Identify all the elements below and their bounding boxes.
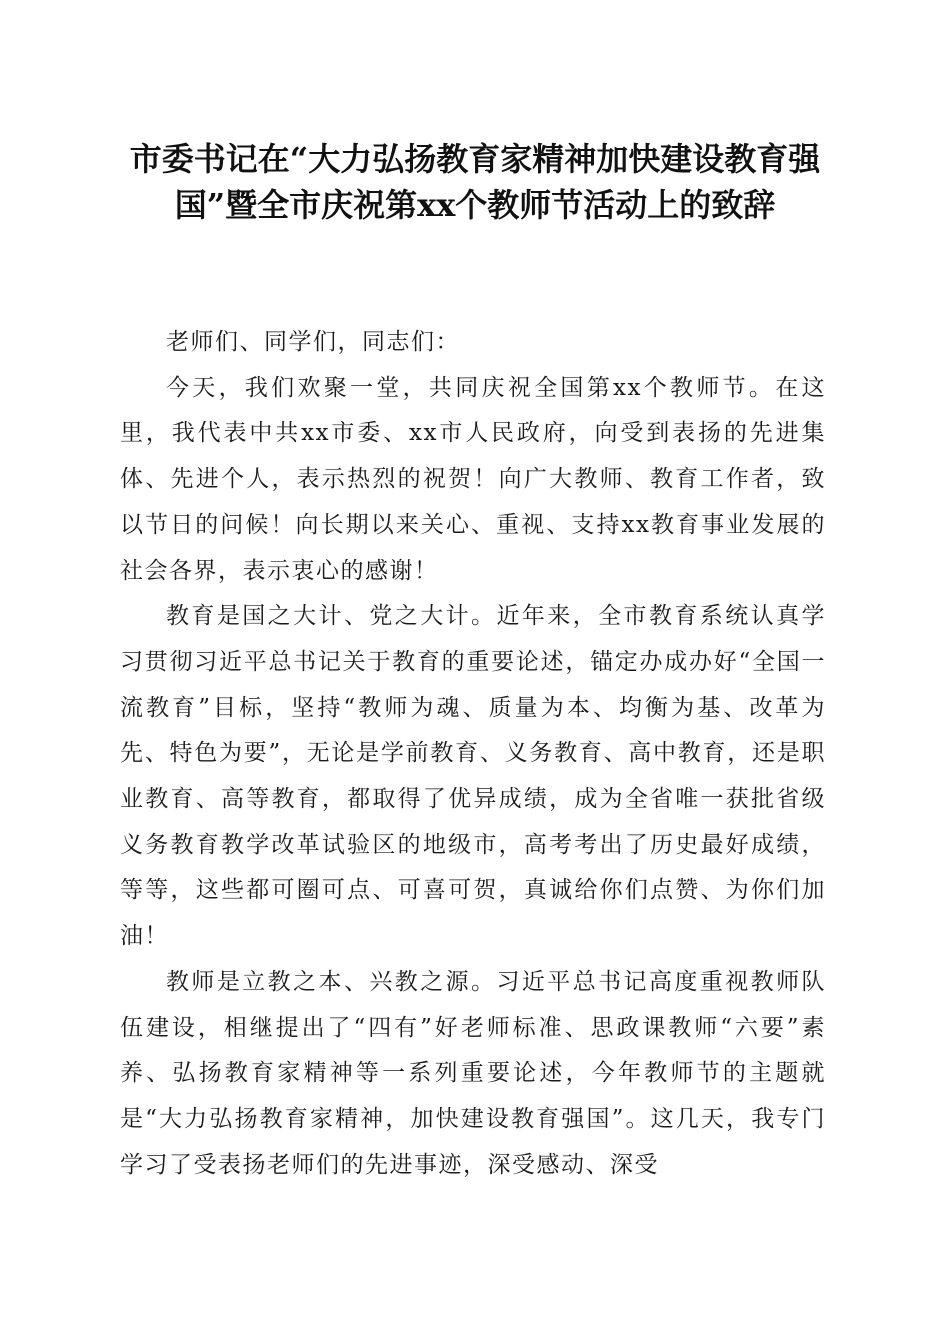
document-title: 市委书记在“大力弘扬教育家精神加快建设教育强国”暨全市庆祝第xx个教师节活动上的致辞 — [129, 140, 821, 224]
paragraph-2: 教育是国之大计、党之大计。近年来，全市教育系统认真学习贯彻习近平总书记关于教育的重要论述，锚定办成办好“全国一流教育”目标，坚持“教师为魂、质量为本、均衡为基、改革为先、特色为要”，无论是学前教育、义务教育、高中教育，还是职业教育、高等教育，都取得了优异成绩，成为全省唯一获批省级义务教育教学改革试验区的地级市，高考考出了历史最好成绩，等等，这些都可圈可点、可喜可贺，真诚给你们点赞、为你们加油！ — [120, 603, 826, 950]
paragraph-3: 教师是立教之本、兴教之源。习近平总书记高度重视教师队伍建设，相继提出了“四有”好老师标准、思政课教师“六要”素养、弘扬教育家精神等一系列重要论述，今年教师节的主题就是“大力弘扬教育家精神，加快建设教育强国”。这几天，我专门学习了受表扬老师们的先进事迹，深受感动、深受 — [120, 968, 826, 1178]
salutation: 老师们、同学们，同志们： — [166, 329, 460, 355]
paragraph-1: 今天，我们欢聚一堂，共同庆祝全国第xx个教师节。在这里，我代表中共xx市委、xx市人民政府，向受到表扬的先进集体、先进个人，表示热烈的祝贺！向广大教师、教育工作者，致以节日的问候！向长期以来关心、重视、支持xx教育事业发展的社会各界，表示衷心的感谢！ — [120, 374, 826, 584]
document-body — [120, 320, 826, 1188]
